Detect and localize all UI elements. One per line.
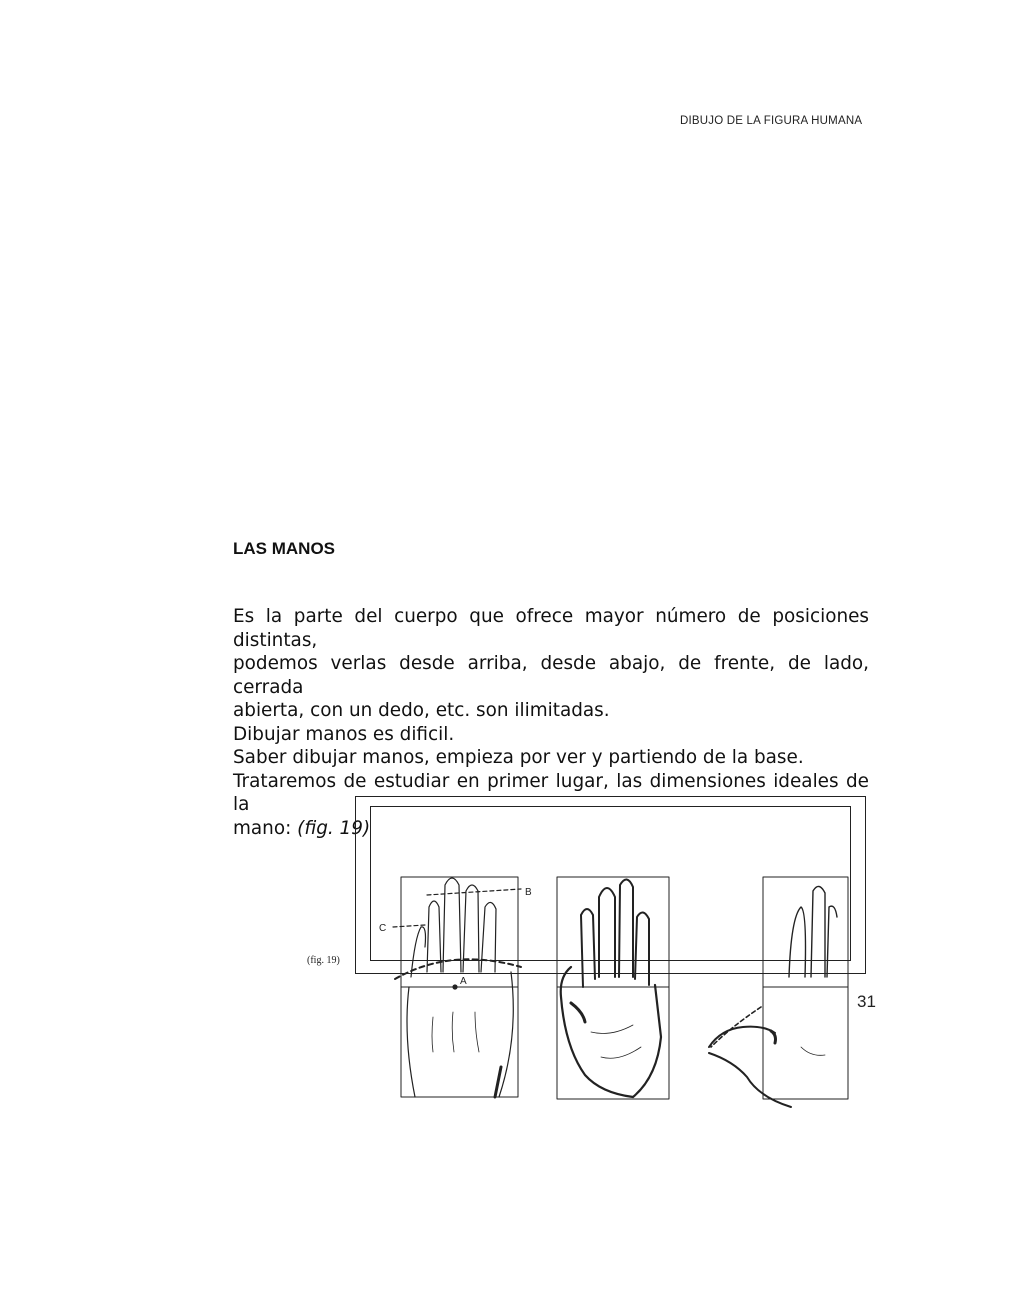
figure-reference: (fig. 19) [297, 817, 371, 839]
body-line: Saber dibujar manos, empieza por ver y partiendo de la base. [233, 747, 804, 768]
figure-caption: (fig. 19) [307, 955, 340, 966]
body-line: Dibujar manos es dificil. [233, 723, 455, 745]
hand-back-diagram [393, 877, 521, 1097]
body-line-start: mano: [233, 817, 298, 839]
label-a: A [460, 976, 467, 987]
page-number: 31 [857, 992, 876, 1011]
body-line: Es la parte del cuerpo que ofrece mayor número de posiciones distintas, [233, 606, 869, 651]
label-c: C [379, 923, 387, 934]
body-line: abierta, con un dedo, etc. son ilimitadas. [233, 700, 610, 721]
section-title: LAS MANOS [233, 539, 335, 558]
hand-side-drawing [709, 877, 848, 1107]
label-b: B [525, 887, 532, 898]
running-head: DIBUJO DE LA FIGURA HUMANA [680, 115, 863, 127]
hand-illustrations [371, 807, 848, 987]
body-line: podemos verlas desde arriba, desde abajo, de frente, de lado, cerrada [233, 653, 869, 698]
hand-palm-drawing [557, 877, 669, 1099]
body-line: Trataremos de estudiar en primer lugar, las dimensiones ideales de la [233, 770, 869, 815]
